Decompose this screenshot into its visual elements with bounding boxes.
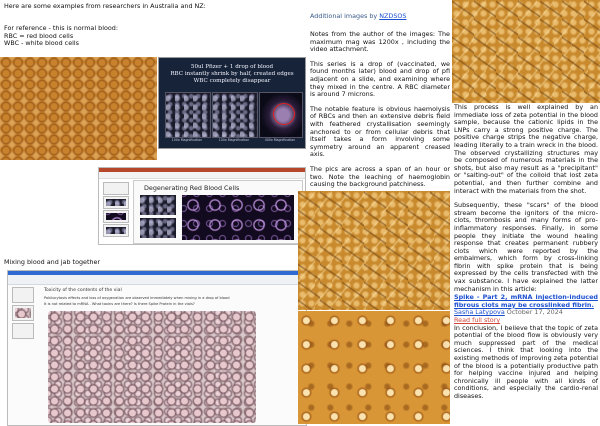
powerpoint-screenshot [98,167,306,245]
article-date: October 17, 2024 [504,308,563,317]
vial-document-screenshot [7,270,307,426]
ppt-thumbnail [103,210,129,223]
pfizer-panel-3 [259,92,303,138]
crystal-image-middle [298,191,450,310]
pfizer-panel-2 [212,92,258,138]
pfizer-slide-image [158,57,306,149]
notes-paragraph-4: The pics are across a span of an hour or two. Note the leaching of haemoglobin causing the background patchiness. [310,164,450,189]
pfizer-caption-2: 100x Magnification [218,138,250,142]
vial-doc-heading: Toxicity of the contents of the vial [44,288,122,293]
normal-blood-image [0,57,157,160]
ppt-large-image [182,195,294,240]
additional-images-line [310,13,450,21]
doc-side-thumbs [12,287,34,421]
author-link[interactable]: Sasha Latypova [454,308,505,317]
crystal-image-top-right [452,0,600,103]
ppt-thumbnail [103,196,129,209]
ppt-small-image [140,218,176,238]
vial-doc-line-1: Pokilocytosis effects and loss of oxygenation are observed immediately when mixing in a drop of blood [44,296,230,300]
right-paragraph-2: Subsequently, these "scars" of the blood stream become the ignitors of the micro-clots, thrombosis and many forms of pro-inflammatory responses. Finally, in some people they initiate the wound healing response that creates permanent rubbery clots which were reported by the embalmers, which form by cross-linking fibrin with spike protein that is being expressed by the cells transfected with the vax substance. I have explained the latter mechanism in this article: [454,201,598,293]
reference-line-rbc: RBC = red blood cells [4,31,74,40]
reference-title: For reference - this is normal blood: [4,24,119,32]
vial-blood-image [48,311,256,423]
explanation-text [454,104,598,401]
article-link[interactable]: Spike - Part 2, mRNA injection-induced fibrous clots may be crosslinked fibrin. [454,293,598,309]
notes-paragraph-3: The notable feature is obvious haemolysis of RBCs and then an extensive debris field with feathered crystallisation seemingly anchored to or from cellular debris that itself takes a form involving some symmetry around an apparent creased axis. [310,104,450,159]
pfizer-title-line-2: RBC instantly shrink by half, created edges [170,71,294,77]
doc-thumbnail [12,287,34,303]
reference-block [4,25,204,48]
pfizer-caption-1: 100x Magnification [171,138,203,142]
pfizer-caption-3: 400x Magnification [264,138,296,142]
notes-paragraph-1: Notes from the author of the images: The maximum mag was 1200x , including the video attachment. [310,30,450,54]
rbc-image-middle-bottom [298,311,450,424]
read-full-story-link[interactable]: Read full story [454,316,501,325]
pfizer-panel-1 [165,92,211,138]
doc-toolbar [8,275,306,285]
ppt-thumbnail [103,182,129,195]
notes-paragraph-2: This series is a drop of (vaccinated, we found months later) blood and drop of pfi adjacent on a slide, and examining where they mixed in the centre. A RBC diameter is around 7 microns. [310,59,450,99]
pfizer-slide-title [161,64,303,85]
ppt-thumbnail [103,224,129,237]
additional-images-prefix: Additional images by [310,12,380,20]
doc-thumbnail [12,323,34,339]
right-paragraph-1: This process is well explained by an immediate loss of zeta potential in the blood sample, because the cationic lipids in the LNPs carry a strong positive charge. The positive charge strips the negative charge, leading literally to a train wreck in the blood. The observed crystallizing structures may be composed of numerous materials in the shots, but also may result as a "precipitant" or "salting-out" of the colloid that lost zeta potential, and then further combine and interact with the materials from the shot. [454,103,598,195]
pfizer-title-line-3: WBC completely disappear [193,78,271,84]
highlight-circle-icon [273,103,295,125]
author-notes [310,31,450,189]
ppt-small-image [140,195,176,215]
mixing-heading: Mixing blood and jab together [4,258,101,266]
pfizer-title-line-1: 50ul Pfizer + 1 drop of blood [190,64,274,70]
vial-doc-line-2: It is not related to mRNA . What toxins are there? Is there Spike Protein in the vials? [44,302,195,306]
reference-line-wbc: WBC - white blood cells [4,39,80,48]
ppt-thumbnail-strip [103,182,129,240]
ppt-main-slide [133,180,303,244]
ppt-slide-title: Degenerating Red Blood Cells [144,184,240,192]
doc-thumbnail [12,305,34,321]
ppt-ribbon [99,172,305,179]
intro-text: Here are some examples from researchers in Australia and NZ: [4,2,206,10]
right-paragraph-3: In conclusion, I believe that the topic of zeta potential of the blood flow is obviously very much suppressed part of the medical sciences. I think that looking into the existing methods of improving zeta potential of the blood is a potentially productive path for helping vaccine injured and helping chronically ill people with all kinds of conditions, and especially the cardio-renal diseases. [454,323,598,400]
nzdsos-link[interactable]: NZDSOS [379,12,407,20]
